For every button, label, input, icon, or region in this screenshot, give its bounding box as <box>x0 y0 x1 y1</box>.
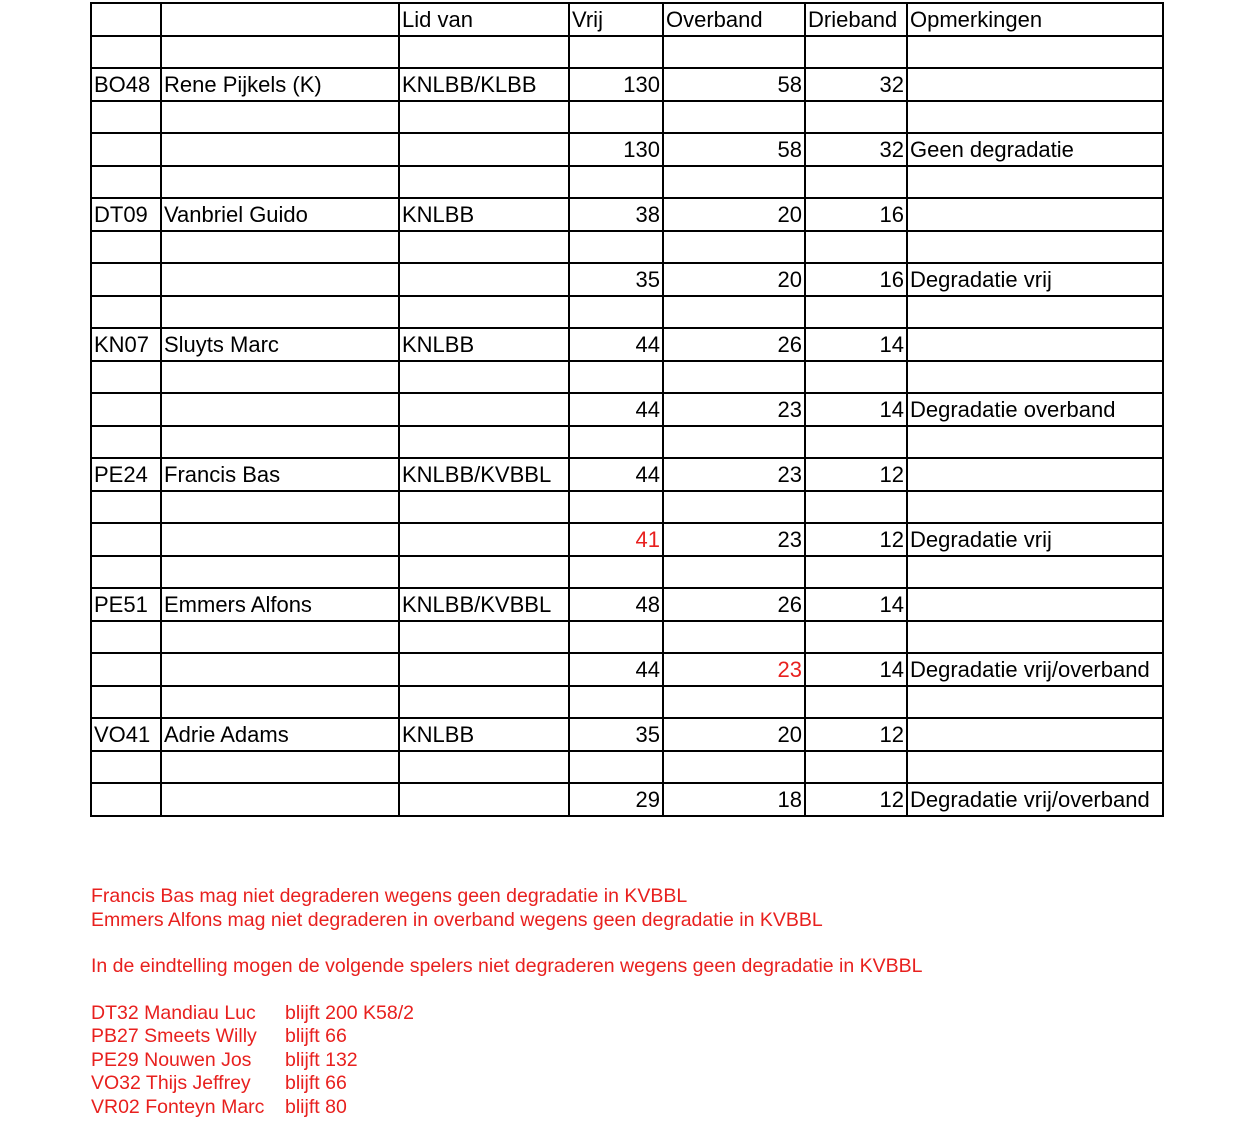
cell-lid-van: KNLBB/KVBBL <box>399 458 569 491</box>
cell-name <box>161 523 399 556</box>
header-lid-van: Lid van <box>399 3 569 36</box>
table-row <box>91 653 1163 686</box>
table-row <box>91 588 1163 621</box>
cell-vrij <box>569 231 663 264</box>
cell-overband: 26 <box>663 588 805 621</box>
cell-name <box>161 653 399 686</box>
cell-overband <box>663 231 805 264</box>
cell-name <box>161 783 399 816</box>
player-name: DT32 Mandiau Luc <box>91 1001 256 1024</box>
cell-code: DT09 <box>91 198 161 231</box>
header-drieband: Drieband <box>805 3 907 36</box>
cell-vrij <box>569 166 663 199</box>
cell-drieband: 12 <box>805 718 907 751</box>
cell-lid-van: KNLBB/KVBBL <box>399 588 569 621</box>
player-note <box>91 1072 923 1096</box>
cell-overband <box>663 556 805 589</box>
cell-vrij <box>569 361 663 394</box>
cell-opmerkingen <box>907 231 1163 264</box>
cell-overband: 20 <box>663 198 805 231</box>
cell-name: Rene Pijkels (K) <box>161 68 399 101</box>
cell-drieband <box>805 101 907 134</box>
cell-code <box>91 296 161 329</box>
cell-name <box>161 263 399 296</box>
header-code <box>91 3 161 36</box>
table-row <box>91 783 1163 816</box>
table-row <box>91 393 1163 426</box>
cell-name <box>161 36 399 69</box>
cell-lid-van <box>399 751 569 784</box>
cell-opmerkingen <box>907 686 1163 719</box>
cell-lid-van <box>399 556 569 589</box>
table-row <box>91 556 1163 589</box>
cell-overband: 23 <box>663 458 805 491</box>
cell-drieband <box>805 166 907 199</box>
cell-opmerkingen <box>907 491 1163 524</box>
cell-vrij: 130 <box>569 68 663 101</box>
cell-name <box>161 101 399 134</box>
cell-lid-van <box>399 491 569 524</box>
player-note <box>91 1049 923 1073</box>
cell-name <box>161 231 399 264</box>
table-row <box>91 101 1163 134</box>
table-body <box>91 3 1163 816</box>
cell-drieband: 14 <box>805 328 907 361</box>
cell-lid-van <box>399 36 569 69</box>
cell-code: VO41 <box>91 718 161 751</box>
cell-code <box>91 263 161 296</box>
cell-overband: 23 <box>663 523 805 556</box>
cell-lid-van <box>399 653 569 686</box>
cell-lid-van <box>399 523 569 556</box>
cell-vrij: 48 <box>569 588 663 621</box>
cell-drieband: 32 <box>805 68 907 101</box>
table-row <box>91 523 1163 556</box>
note-emmers-alfons: Emmers Alfons mag niet degraderen in overband wegens geen degradatie in KVBBL <box>91 908 823 931</box>
cell-overband <box>663 621 805 654</box>
cell-drieband <box>805 491 907 524</box>
cell-lid-van: KNLBB/KLBB <box>399 68 569 101</box>
cell-overband: 23 <box>663 393 805 426</box>
table-row <box>91 36 1163 69</box>
cell-opmerkingen <box>907 198 1163 231</box>
table-row <box>91 133 1163 166</box>
notes-section <box>91 885 923 1119</box>
cell-vrij: 29 <box>569 783 663 816</box>
cell-code: BO48 <box>91 68 161 101</box>
cell-drieband: 12 <box>805 523 907 556</box>
player-note <box>91 1096 923 1120</box>
header-opmerkingen: Opmerkingen <box>907 3 1163 36</box>
cell-drieband <box>805 296 907 329</box>
cell-lid-van <box>399 231 569 264</box>
cell-drieband <box>805 621 907 654</box>
table-row <box>91 621 1163 654</box>
cell-overband <box>663 361 805 394</box>
cell-opmerkingen <box>907 36 1163 69</box>
player-name: VO32 Thijs Jeffrey <box>91 1072 251 1094</box>
cell-lid-van <box>399 133 569 166</box>
cell-code <box>91 491 161 524</box>
player-name: VR02 Fonteyn Marc <box>91 1095 265 1118</box>
cell-name <box>161 751 399 784</box>
cell-code <box>91 133 161 166</box>
table-row <box>91 458 1163 491</box>
cell-lid-van <box>399 263 569 296</box>
cell-lid-van <box>399 393 569 426</box>
cell-drieband: 12 <box>805 458 907 491</box>
table-row <box>91 361 1163 394</box>
cell-vrij: 44 <box>569 653 663 686</box>
cell-vrij <box>569 36 663 69</box>
cell-overband: 20 <box>663 718 805 751</box>
cell-opmerkingen <box>907 101 1163 134</box>
note-francis-bas: Francis Bas mag niet degraderen wegens geen degradatie in KVBBL <box>91 885 688 907</box>
cell-name <box>161 166 399 199</box>
cell-overband: 26 <box>663 328 805 361</box>
cell-vrij <box>569 621 663 654</box>
cell-overband: 23 <box>663 653 805 686</box>
cell-drieband <box>805 426 907 459</box>
cell-opmerkingen <box>907 426 1163 459</box>
cell-vrij: 44 <box>569 328 663 361</box>
cell-code <box>91 231 161 264</box>
degradation-table <box>90 2 1164 817</box>
cell-opmerkingen: Degradatie overband <box>907 393 1163 426</box>
cell-name: Vanbriel Guido <box>161 198 399 231</box>
cell-overband <box>663 686 805 719</box>
cell-vrij <box>569 686 663 719</box>
cell-name <box>161 491 399 524</box>
cell-overband <box>663 751 805 784</box>
cell-code: PE51 <box>91 588 161 621</box>
player-value: blijft 66 <box>285 1025 347 1047</box>
cell-name <box>161 556 399 589</box>
cell-opmerkingen <box>907 68 1163 101</box>
table-row <box>91 328 1163 361</box>
cell-overband: 18 <box>663 783 805 816</box>
cell-code <box>91 36 161 69</box>
cell-lid-van <box>399 296 569 329</box>
player-value: blijft 132 <box>285 1048 358 1071</box>
cell-drieband <box>805 36 907 69</box>
table-row <box>91 491 1163 524</box>
cell-drieband <box>805 556 907 589</box>
cell-vrij <box>569 491 663 524</box>
cell-lid-van <box>399 783 569 816</box>
cell-code: PE24 <box>91 458 161 491</box>
cell-vrij <box>569 101 663 134</box>
player-name: PB27 Smeets Willy <box>91 1025 257 1047</box>
note-eindtelling: In de eindtelling mogen de volgende spelers niet degraderen wegens geen degradatie in KVBBL <box>91 955 923 977</box>
cell-overband <box>663 166 805 199</box>
cell-vrij: 130 <box>569 133 663 166</box>
cell-vrij: 35 <box>569 718 663 751</box>
cell-opmerkingen <box>907 458 1163 491</box>
cell-drieband: 14 <box>805 393 907 426</box>
player-name: PE29 Nouwen Jos <box>91 1048 252 1071</box>
cell-name <box>161 296 399 329</box>
cell-name: Emmers Alfons <box>161 588 399 621</box>
cell-vrij: 44 <box>569 393 663 426</box>
cell-name <box>161 621 399 654</box>
cell-name <box>161 361 399 394</box>
cell-drieband: 16 <box>805 198 907 231</box>
header-row <box>91 3 1163 36</box>
cell-vrij <box>569 556 663 589</box>
cell-vrij <box>569 426 663 459</box>
cell-opmerkingen <box>907 296 1163 329</box>
cell-name <box>161 426 399 459</box>
cell-vrij: 44 <box>569 458 663 491</box>
cell-code <box>91 393 161 426</box>
cell-overband: 20 <box>663 263 805 296</box>
cell-opmerkingen <box>907 328 1163 361</box>
cell-name: Sluyts Marc <box>161 328 399 361</box>
cell-lid-van: KNLBB <box>399 198 569 231</box>
cell-drieband <box>805 686 907 719</box>
cell-lid-van <box>399 361 569 394</box>
table-row <box>91 263 1163 296</box>
cell-overband <box>663 296 805 329</box>
cell-code <box>91 426 161 459</box>
cell-opmerkingen: Degradatie vrij/overband <box>907 653 1163 686</box>
cell-drieband <box>805 751 907 784</box>
player-value: blijft 200 K58/2 <box>285 1001 415 1024</box>
cell-lid-van: KNLBB <box>399 328 569 361</box>
cell-overband <box>663 101 805 134</box>
header-name <box>161 3 399 36</box>
table-row <box>91 166 1163 199</box>
table-row <box>91 68 1163 101</box>
cell-opmerkingen <box>907 751 1163 784</box>
cell-name <box>161 393 399 426</box>
cell-code <box>91 783 161 816</box>
cell-drieband: 32 <box>805 133 907 166</box>
cell-drieband <box>805 231 907 264</box>
cell-lid-van <box>399 621 569 654</box>
cell-code <box>91 751 161 784</box>
cell-opmerkingen <box>907 166 1163 199</box>
cell-opmerkingen: Geen degradatie <box>907 133 1163 166</box>
cell-lid-van <box>399 166 569 199</box>
cell-lid-van <box>399 426 569 459</box>
cell-code <box>91 556 161 589</box>
cell-overband <box>663 426 805 459</box>
header-vrij: Vrij <box>569 3 663 36</box>
cell-drieband: 16 <box>805 263 907 296</box>
cell-overband: 58 <box>663 133 805 166</box>
cell-vrij: 41 <box>569 523 663 556</box>
table-row <box>91 686 1163 719</box>
table-row <box>91 231 1163 264</box>
player-value: blijft 80 <box>285 1095 347 1118</box>
cell-name: Adrie Adams <box>161 718 399 751</box>
cell-opmerkingen <box>907 556 1163 589</box>
table-row <box>91 751 1163 784</box>
player-note <box>91 1025 923 1049</box>
table-row <box>91 426 1163 459</box>
table-row <box>91 296 1163 329</box>
cell-name <box>161 133 399 166</box>
cell-drieband: 14 <box>805 653 907 686</box>
player-value: blijft 66 <box>285 1072 347 1094</box>
cell-lid-van: KNLBB <box>399 718 569 751</box>
cell-name <box>161 686 399 719</box>
cell-opmerkingen <box>907 361 1163 394</box>
cell-opmerkingen <box>907 621 1163 654</box>
cell-code <box>91 653 161 686</box>
cell-drieband: 12 <box>805 783 907 816</box>
cell-code <box>91 621 161 654</box>
cell-overband: 58 <box>663 68 805 101</box>
cell-lid-van <box>399 686 569 719</box>
cell-code <box>91 101 161 134</box>
cell-opmerkingen <box>907 718 1163 751</box>
cell-code <box>91 166 161 199</box>
cell-overband <box>663 491 805 524</box>
header-overband: Overband <box>663 3 805 36</box>
cell-code <box>91 361 161 394</box>
cell-opmerkingen: Degradatie vrij/overband <box>907 783 1163 816</box>
cell-code <box>91 523 161 556</box>
cell-vrij: 35 <box>569 263 663 296</box>
cell-vrij <box>569 751 663 784</box>
cell-drieband: 14 <box>805 588 907 621</box>
table-row <box>91 198 1163 231</box>
table-row <box>91 718 1163 751</box>
cell-opmerkingen <box>907 588 1163 621</box>
player-note <box>91 1002 923 1026</box>
cell-name: Francis Bas <box>161 458 399 491</box>
cell-overband <box>663 36 805 69</box>
cell-code: KN07 <box>91 328 161 361</box>
cell-drieband <box>805 361 907 394</box>
cell-lid-van <box>399 101 569 134</box>
cell-code <box>91 686 161 719</box>
cell-opmerkingen: Degradatie vrij <box>907 523 1163 556</box>
cell-opmerkingen: Degradatie vrij <box>907 263 1163 296</box>
cell-vrij: 38 <box>569 198 663 231</box>
cell-vrij <box>569 296 663 329</box>
